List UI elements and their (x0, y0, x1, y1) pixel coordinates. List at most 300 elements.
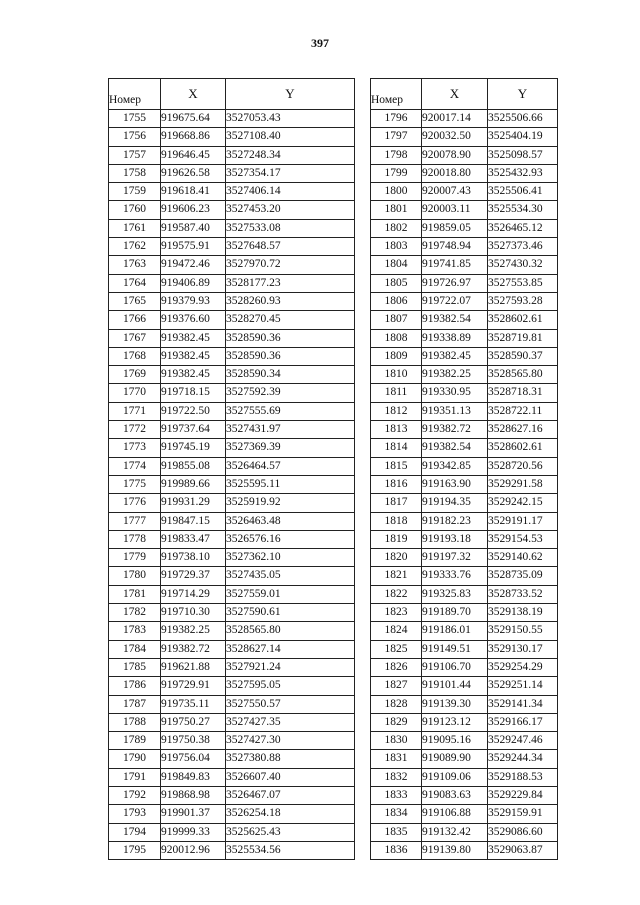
table-header-row (109, 79, 355, 110)
table-row (371, 183, 558, 201)
point-number-cell: 1800 (371, 183, 422, 201)
y-coordinate-cell: 3528719.81 (488, 329, 558, 347)
y-coordinate-cell: 3528270.45 (226, 311, 355, 329)
table-row (109, 402, 355, 420)
table-row (371, 347, 558, 365)
coordinates-table-right (370, 78, 558, 860)
point-number-cell: 1792 (109, 786, 161, 804)
y-coordinate-cell: 3528735.09 (488, 567, 558, 585)
table-row (371, 585, 558, 603)
point-number-cell: 1804 (371, 256, 422, 274)
y-coordinate-cell: 3528602.61 (488, 311, 558, 329)
point-number-cell: 1826 (371, 658, 422, 676)
x-coordinate-cell: 919901.37 (161, 805, 226, 823)
point-number-cell: 1805 (371, 274, 422, 292)
x-coordinate-cell: 920078.90 (422, 146, 488, 164)
point-number-cell: 1768 (109, 347, 161, 365)
table-row (109, 384, 355, 402)
y-coordinate-cell: 3529141.34 (488, 695, 558, 713)
point-number-cell: 1783 (109, 622, 161, 640)
x-coordinate-cell: 919123.12 (422, 713, 488, 731)
table-row (371, 457, 558, 475)
point-number-cell: 1799 (371, 164, 422, 182)
table-row (109, 110, 355, 128)
y-coordinate-cell: 3527970.72 (226, 256, 355, 274)
x-coordinate-cell: 919089.90 (422, 750, 488, 768)
x-coordinate-cell: 919626.58 (161, 164, 226, 182)
point-number-cell: 1788 (109, 713, 161, 731)
point-number-cell: 1787 (109, 695, 161, 713)
table-row (109, 805, 355, 823)
x-coordinate-cell: 919710.30 (161, 604, 226, 622)
y-coordinate-cell: 3529130.17 (488, 640, 558, 658)
table-row (371, 274, 558, 292)
x-coordinate-cell: 919382.72 (422, 421, 488, 439)
point-number-cell: 1822 (371, 585, 422, 603)
y-coordinate-cell: 3529191.17 (488, 512, 558, 530)
x-coordinate-cell: 919083.63 (422, 786, 488, 804)
y-coordinate-cell: 3529254.29 (488, 658, 558, 676)
table-row (109, 475, 355, 493)
y-coordinate-cell: 3528627.14 (226, 640, 355, 658)
y-coordinate-cell: 3527373.46 (488, 238, 558, 256)
point-number-cell: 1780 (109, 567, 161, 585)
x-coordinate-cell: 919382.45 (161, 329, 226, 347)
table-row (109, 439, 355, 457)
y-coordinate-cell: 3529138.19 (488, 604, 558, 622)
point-number-cell: 1785 (109, 658, 161, 676)
point-number-cell: 1762 (109, 238, 161, 256)
x-coordinate-cell: 919748.94 (422, 238, 488, 256)
x-coordinate-cell: 919868.98 (161, 786, 226, 804)
y-coordinate-cell: 3529086.60 (488, 823, 558, 841)
table-row (371, 841, 558, 859)
x-coordinate-cell: 919745.19 (161, 439, 226, 457)
y-coordinate-cell: 3527427.35 (226, 713, 355, 731)
table-row (371, 439, 558, 457)
table-row (109, 146, 355, 164)
point-number-cell: 1809 (371, 347, 422, 365)
table-row (371, 238, 558, 256)
y-coordinate-cell: 3529150.55 (488, 622, 558, 640)
point-number-cell: 1761 (109, 219, 161, 237)
column-header-x: X (161, 79, 226, 110)
point-number-cell: 1777 (109, 512, 161, 530)
table-row (109, 695, 355, 713)
y-coordinate-cell: 3525098.57 (488, 146, 558, 164)
point-number-cell: 1781 (109, 585, 161, 603)
table-row (371, 475, 558, 493)
y-coordinate-cell: 3527430.32 (488, 256, 558, 274)
point-number-cell: 1794 (109, 823, 161, 841)
x-coordinate-cell: 919163.90 (422, 475, 488, 493)
x-coordinate-cell: 919101.44 (422, 677, 488, 695)
y-coordinate-cell: 3528260.93 (226, 292, 355, 310)
point-number-cell: 1818 (371, 512, 422, 530)
column-header-number: Номер (109, 79, 161, 110)
table-row (371, 292, 558, 310)
x-coordinate-cell: 919859.05 (422, 219, 488, 237)
table-row (109, 329, 355, 347)
y-coordinate-cell: 3528590.37 (488, 347, 558, 365)
point-number-cell: 1824 (371, 622, 422, 640)
x-coordinate-cell: 919999.33 (161, 823, 226, 841)
table-row (109, 201, 355, 219)
x-coordinate-cell: 919197.32 (422, 549, 488, 567)
x-coordinate-cell: 919406.89 (161, 274, 226, 292)
x-coordinate-cell: 919106.88 (422, 805, 488, 823)
y-coordinate-cell: 3527559.01 (226, 585, 355, 603)
x-coordinate-cell: 920018.80 (422, 164, 488, 182)
table-row (109, 164, 355, 182)
table-row (371, 677, 558, 695)
table-row (109, 732, 355, 750)
table-row (109, 750, 355, 768)
point-number-cell: 1784 (109, 640, 161, 658)
table-row (371, 713, 558, 731)
table-row (371, 219, 558, 237)
x-coordinate-cell: 919722.07 (422, 292, 488, 310)
table-row (109, 713, 355, 731)
y-coordinate-cell: 3529154.53 (488, 530, 558, 548)
x-coordinate-cell: 919855.08 (161, 457, 226, 475)
point-number-cell: 1831 (371, 750, 422, 768)
x-coordinate-cell: 919382.45 (161, 366, 226, 384)
point-number-cell: 1782 (109, 604, 161, 622)
table-row (371, 567, 558, 585)
x-coordinate-cell: 919149.51 (422, 640, 488, 658)
point-number-cell: 1819 (371, 530, 422, 548)
table-row (371, 494, 558, 512)
point-number-cell: 1786 (109, 677, 161, 695)
y-coordinate-cell: 3527453.20 (226, 201, 355, 219)
point-number-cell: 1773 (109, 439, 161, 457)
table-row (371, 622, 558, 640)
point-number-cell: 1765 (109, 292, 161, 310)
point-number-cell: 1802 (371, 219, 422, 237)
table-row (371, 256, 558, 274)
y-coordinate-cell: 3526576.16 (226, 530, 355, 548)
table-row (109, 274, 355, 292)
x-coordinate-cell: 919756.04 (161, 750, 226, 768)
point-number-cell: 1834 (371, 805, 422, 823)
point-number-cell: 1757 (109, 146, 161, 164)
point-number-cell: 1823 (371, 604, 422, 622)
x-coordinate-cell: 919472.46 (161, 256, 226, 274)
table-row (109, 530, 355, 548)
x-coordinate-cell: 919735.11 (161, 695, 226, 713)
y-coordinate-cell: 3527053.43 (226, 110, 355, 128)
point-number-cell: 1758 (109, 164, 161, 182)
point-number-cell: 1830 (371, 732, 422, 750)
table-row (371, 768, 558, 786)
table-row (371, 421, 558, 439)
y-coordinate-cell: 3526464.57 (226, 457, 355, 475)
point-number-cell: 1807 (371, 311, 422, 329)
y-coordinate-cell: 3527553.85 (488, 274, 558, 292)
point-number-cell: 1835 (371, 823, 422, 841)
table-row (109, 311, 355, 329)
x-coordinate-cell: 919132.42 (422, 823, 488, 841)
point-number-cell: 1760 (109, 201, 161, 219)
y-coordinate-cell: 3529140.62 (488, 549, 558, 567)
x-coordinate-cell: 919376.60 (161, 311, 226, 329)
y-coordinate-cell: 3529166.17 (488, 713, 558, 731)
y-coordinate-cell: 3525919.92 (226, 494, 355, 512)
point-number-cell: 1814 (371, 439, 422, 457)
point-number-cell: 1756 (109, 128, 161, 146)
y-coordinate-cell: 3527354.17 (226, 164, 355, 182)
point-number-cell: 1791 (109, 768, 161, 786)
x-coordinate-cell: 919750.27 (161, 713, 226, 731)
x-coordinate-cell: 919342.85 (422, 457, 488, 475)
y-coordinate-cell: 3527595.05 (226, 677, 355, 695)
y-coordinate-cell: 3529291.58 (488, 475, 558, 493)
y-coordinate-cell: 3527555.69 (226, 402, 355, 420)
table-row (109, 128, 355, 146)
column-header-x: X (422, 79, 488, 110)
y-coordinate-cell: 3526467.07 (226, 786, 355, 804)
table-row (109, 457, 355, 475)
y-coordinate-cell: 3527427.30 (226, 732, 355, 750)
x-coordinate-cell: 919338.89 (422, 329, 488, 347)
point-number-cell: 1798 (371, 146, 422, 164)
table-row (371, 805, 558, 823)
table-header-row (371, 79, 558, 110)
x-coordinate-cell: 919750.38 (161, 732, 226, 750)
x-coordinate-cell: 919109.06 (422, 768, 488, 786)
y-coordinate-cell: 3527550.57 (226, 695, 355, 713)
y-coordinate-cell: 3527921.24 (226, 658, 355, 676)
table-row (109, 604, 355, 622)
x-coordinate-cell: 919849.83 (161, 768, 226, 786)
x-coordinate-cell: 919382.54 (422, 439, 488, 457)
point-number-cell: 1774 (109, 457, 161, 475)
y-coordinate-cell: 3529229.84 (488, 786, 558, 804)
y-coordinate-cell: 3527648.57 (226, 238, 355, 256)
y-coordinate-cell: 3527593.28 (488, 292, 558, 310)
x-coordinate-cell: 919193.18 (422, 530, 488, 548)
table-row (109, 512, 355, 530)
y-coordinate-cell: 3527369.39 (226, 439, 355, 457)
y-coordinate-cell: 3529063.87 (488, 841, 558, 859)
x-coordinate-cell: 919621.88 (161, 658, 226, 676)
x-coordinate-cell: 919606.23 (161, 201, 226, 219)
point-number-cell: 1776 (109, 494, 161, 512)
point-number-cell: 1796 (371, 110, 422, 128)
y-coordinate-cell: 3525432.93 (488, 164, 558, 182)
table-row (371, 402, 558, 420)
table-row (109, 677, 355, 695)
y-coordinate-cell: 3526607.40 (226, 768, 355, 786)
table-row (109, 585, 355, 603)
x-coordinate-cell: 919333.76 (422, 567, 488, 585)
point-number-cell: 1836 (371, 841, 422, 859)
x-coordinate-cell: 920017.14 (422, 110, 488, 128)
point-number-cell: 1821 (371, 567, 422, 585)
x-coordinate-cell: 919833.47 (161, 530, 226, 548)
x-coordinate-cell: 919194.35 (422, 494, 488, 512)
point-number-cell: 1832 (371, 768, 422, 786)
y-coordinate-cell: 3527592.39 (226, 384, 355, 402)
y-coordinate-cell: 3527380.88 (226, 750, 355, 768)
x-coordinate-cell: 919330.95 (422, 384, 488, 402)
point-number-cell: 1772 (109, 421, 161, 439)
y-coordinate-cell: 3525506.66 (488, 110, 558, 128)
y-coordinate-cell: 3527533.08 (226, 219, 355, 237)
y-coordinate-cell: 3525534.30 (488, 201, 558, 219)
y-coordinate-cell: 3526463.48 (226, 512, 355, 530)
table-row (109, 823, 355, 841)
y-coordinate-cell: 3526254.18 (226, 805, 355, 823)
x-coordinate-cell: 919668.86 (161, 128, 226, 146)
x-coordinate-cell: 919737.64 (161, 421, 226, 439)
y-coordinate-cell: 3525534.56 (226, 841, 355, 859)
x-coordinate-cell: 919382.54 (422, 311, 488, 329)
table-row (371, 366, 558, 384)
table-row (371, 164, 558, 182)
x-coordinate-cell: 919726.97 (422, 274, 488, 292)
table-row (109, 658, 355, 676)
y-coordinate-cell: 3529251.14 (488, 677, 558, 695)
x-coordinate-cell: 919189.70 (422, 604, 488, 622)
y-coordinate-cell: 3528602.61 (488, 439, 558, 457)
table-row (109, 366, 355, 384)
point-number-cell: 1816 (371, 475, 422, 493)
table-row (371, 110, 558, 128)
table-row (109, 347, 355, 365)
y-coordinate-cell: 3527248.34 (226, 146, 355, 164)
table-row (371, 329, 558, 347)
y-coordinate-cell: 3526465.12 (488, 219, 558, 237)
column-header-number: Номер (371, 79, 422, 110)
x-coordinate-cell: 919738.10 (161, 549, 226, 567)
y-coordinate-cell: 3528565.80 (226, 622, 355, 640)
table-row (109, 494, 355, 512)
x-coordinate-cell: 919675.64 (161, 110, 226, 128)
table-row (371, 658, 558, 676)
point-number-cell: 1815 (371, 457, 422, 475)
table-row (109, 768, 355, 786)
x-coordinate-cell: 919587.40 (161, 219, 226, 237)
y-coordinate-cell: 3525625.43 (226, 823, 355, 841)
table-row (109, 549, 355, 567)
x-coordinate-cell: 919379.93 (161, 292, 226, 310)
point-number-cell: 1770 (109, 384, 161, 402)
table-row (109, 622, 355, 640)
table-row (109, 238, 355, 256)
point-number-cell: 1833 (371, 786, 422, 804)
x-coordinate-cell: 919618.41 (161, 183, 226, 201)
point-number-cell: 1813 (371, 421, 422, 439)
y-coordinate-cell: 3528733.52 (488, 585, 558, 603)
point-number-cell: 1808 (371, 329, 422, 347)
table-row (109, 219, 355, 237)
point-number-cell: 1793 (109, 805, 161, 823)
table-row (371, 750, 558, 768)
point-number-cell: 1778 (109, 530, 161, 548)
point-number-cell: 1803 (371, 238, 422, 256)
table-row (109, 421, 355, 439)
x-coordinate-cell: 919382.45 (161, 347, 226, 365)
y-coordinate-cell: 3528177.23 (226, 274, 355, 292)
x-coordinate-cell: 919382.25 (422, 366, 488, 384)
y-coordinate-cell: 3525506.41 (488, 183, 558, 201)
y-coordinate-cell: 3528590.36 (226, 347, 355, 365)
point-number-cell: 1759 (109, 183, 161, 201)
y-coordinate-cell: 3527362.10 (226, 549, 355, 567)
point-number-cell: 1769 (109, 366, 161, 384)
point-number-cell: 1767 (109, 329, 161, 347)
x-coordinate-cell: 919931.29 (161, 494, 226, 512)
x-coordinate-cell: 919095.16 (422, 732, 488, 750)
y-coordinate-cell: 3527406.14 (226, 183, 355, 201)
point-number-cell: 1766 (109, 311, 161, 329)
point-number-cell: 1825 (371, 640, 422, 658)
table-row (371, 640, 558, 658)
y-coordinate-cell: 3527108.40 (226, 128, 355, 146)
x-coordinate-cell: 919646.45 (161, 146, 226, 164)
x-coordinate-cell: 919729.91 (161, 677, 226, 695)
x-coordinate-cell: 919989.66 (161, 475, 226, 493)
y-coordinate-cell: 3527431.97 (226, 421, 355, 439)
y-coordinate-cell: 3525595.11 (226, 475, 355, 493)
point-number-cell: 1789 (109, 732, 161, 750)
x-coordinate-cell: 920012.96 (161, 841, 226, 859)
x-coordinate-cell: 919351.13 (422, 402, 488, 420)
y-coordinate-cell: 3528718.31 (488, 384, 558, 402)
column-header-y: Y (226, 79, 355, 110)
x-coordinate-cell: 920032.50 (422, 128, 488, 146)
x-coordinate-cell: 919382.72 (161, 640, 226, 658)
y-coordinate-cell: 3528627.16 (488, 421, 558, 439)
table-row (371, 786, 558, 804)
point-number-cell: 1827 (371, 677, 422, 695)
table-row (371, 128, 558, 146)
y-coordinate-cell: 3528720.56 (488, 457, 558, 475)
y-coordinate-cell: 3529242.15 (488, 494, 558, 512)
point-number-cell: 1828 (371, 695, 422, 713)
table-row (371, 512, 558, 530)
x-coordinate-cell: 919106.70 (422, 658, 488, 676)
table-row (371, 201, 558, 219)
x-coordinate-cell: 919729.37 (161, 567, 226, 585)
page-number: 397 (311, 36, 329, 50)
table-row (109, 256, 355, 274)
x-coordinate-cell: 919186.01 (422, 622, 488, 640)
x-coordinate-cell: 919714.29 (161, 585, 226, 603)
point-number-cell: 1779 (109, 549, 161, 567)
point-number-cell: 1764 (109, 274, 161, 292)
table-row (371, 311, 558, 329)
point-number-cell: 1771 (109, 402, 161, 420)
y-coordinate-cell: 3529188.53 (488, 768, 558, 786)
table-row (109, 640, 355, 658)
point-number-cell: 1795 (109, 841, 161, 859)
y-coordinate-cell: 3528565.80 (488, 366, 558, 384)
x-coordinate-cell: 919182.23 (422, 512, 488, 530)
y-coordinate-cell: 3528590.36 (226, 329, 355, 347)
y-coordinate-cell: 3529247.46 (488, 732, 558, 750)
x-coordinate-cell: 919139.80 (422, 841, 488, 859)
y-coordinate-cell: 3529244.34 (488, 750, 558, 768)
x-coordinate-cell: 920003.11 (422, 201, 488, 219)
y-coordinate-cell: 3529159.91 (488, 805, 558, 823)
point-number-cell: 1775 (109, 475, 161, 493)
point-number-cell: 1755 (109, 110, 161, 128)
x-coordinate-cell: 919382.45 (422, 347, 488, 365)
point-number-cell: 1820 (371, 549, 422, 567)
